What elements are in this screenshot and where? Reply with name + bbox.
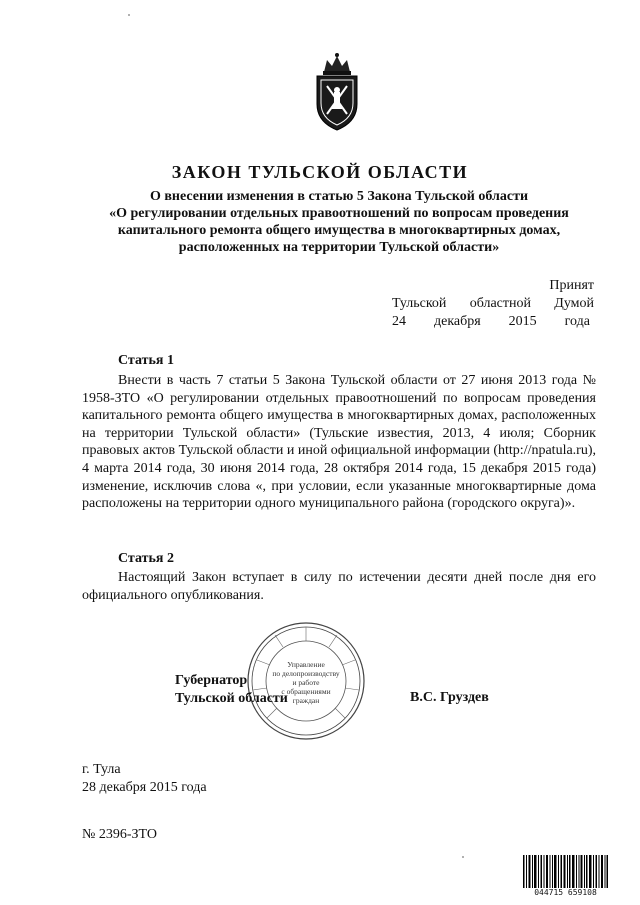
place-and-date [82, 761, 207, 797]
adoption-date [392, 313, 594, 331]
adoption-year-word: года [564, 314, 590, 329]
article-1-text: Внести в часть 7 статьи 5 Закона Тульской области от 27 июня 2013 года № 1958-ЗТО «О регулировании отдельных правоотношений по вопросам проведения капитального ремонта общего имущества в многоквартирных домах, расположенных на территории Тульской области» (Тульские известия, 2013, 4 июля; Сборник правовых актов Тульской области и иной официальной информации (http://npatula.ru), 4 марта 2014 года, 30 июня 2014 года, 28 октября 2014 года, 15 декабря 2015 года) изменение, исключив слова «, при условии, если указанные многоквартирные дома расположены на территории одного муниципального района (городского округа)». [82, 373, 596, 512]
adoption-body [392, 295, 594, 313]
stamp-line: граждан [292, 696, 320, 705]
stamp-line: по делопроизводству [272, 669, 340, 678]
law-number: № 2396-ЗТО [82, 827, 158, 842]
subtitle-line: расположенных на территории Тульской области» [178, 240, 500, 255]
adoption-month: декабря [433, 314, 481, 329]
adoption-block [392, 277, 594, 331]
subtitle-line: «О регулировании отдельных правоотношений по вопросам проведения [109, 206, 569, 221]
article-2-heading: Статья 2 [118, 551, 174, 566]
signatory-title [175, 672, 288, 708]
document-title: ЗАКОН ТУЛЬСКОЙ ОБЛАСТИ [171, 162, 469, 182]
coat-of-arms-icon [310, 52, 364, 134]
scan-speck [128, 14, 130, 16]
signatory-name: В.С. Груздев [410, 690, 489, 705]
stamp-line: с обращениями [281, 687, 331, 696]
signatory-title-line: Губернатор [175, 673, 248, 688]
scan-speck [462, 856, 464, 858]
adoption-word: Думой [554, 296, 594, 311]
adoption-word: Тульской [392, 296, 447, 311]
barcode-icon [523, 855, 608, 889]
city: г. Тула [82, 762, 121, 777]
signatory-title-line: Тульской области [175, 691, 288, 706]
subtitle-line: капитального ремонта общего имущества в многоквартирных домах, [117, 223, 561, 238]
adoption-word: областной [469, 296, 531, 311]
stamp-line: Управление [287, 660, 325, 669]
document-subtitle [70, 188, 608, 256]
adoption-year: 2015 [508, 314, 537, 329]
adoption-day: 24 [392, 314, 406, 329]
barcode-number: 044715 659108 [523, 888, 608, 897]
barcode [523, 855, 608, 897]
signing-date: 28 декабря 2015 года [82, 780, 207, 795]
article-1-heading: Статья 1 [118, 353, 174, 368]
subtitle-line: О внесении изменения в статью 5 Закона Тульской области [149, 189, 529, 204]
stamp-line: и работе [292, 678, 320, 687]
adoption-line: Принят [549, 278, 594, 293]
article-2-text: Настоящий Закон вступает в силу по истечении десяти дней после дня его официального опубликования. [82, 570, 596, 603]
